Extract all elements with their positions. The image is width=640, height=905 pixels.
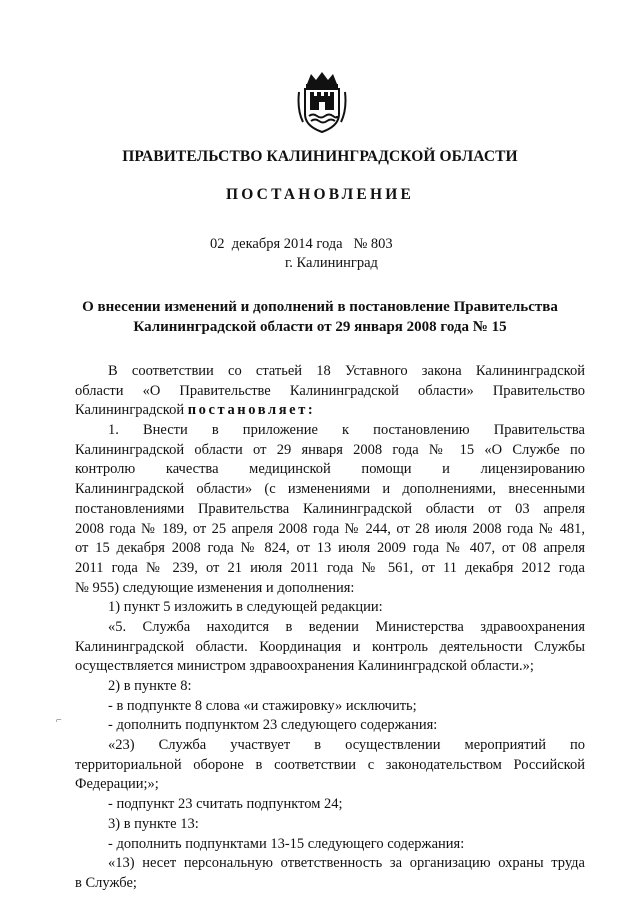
government-title: ПРАВИТЕЛЬСТВО КАЛИНИНГРАДСКОЙ ОБЛАСТИ <box>122 148 518 165</box>
body-line: «23) Служба участвует в осуществлении мероприятий по <box>108 737 585 754</box>
coat-of-arms-icon <box>297 70 347 134</box>
body-line: 2008 года № 189, от 25 апреля 2008 года № 244, от 28 июля 2008 года № 481, <box>75 520 585 537</box>
body-line: - в подпункте 8 слова «и стажировку» исключить; <box>108 697 417 714</box>
body-line: 3) в пункте 13: <box>108 815 199 832</box>
body-text: Калининградской <box>75 402 188 419</box>
body-line: Федерации;»; <box>75 776 159 793</box>
city: г. Калининград <box>285 255 378 271</box>
body-line: «5. Служба находится в ведении Министерства здравоохранения <box>108 618 585 635</box>
body-line: Калининградской области. Координация и контроль деятельности Службы <box>75 638 585 655</box>
resolution-body <box>75 362 585 894</box>
body-line: от 15 декабря 2008 года № 824, от 13 июля 2009 года № 407, от 08 апреля <box>75 540 585 557</box>
body-line: постановлениями Правительства Калининградской области от 03 апреля <box>75 500 585 517</box>
body-line: «13) несет персональную ответственность за организацию охраны труда <box>108 855 585 872</box>
body-line: контролю качества медицинской помощи и лицензированию <box>75 461 585 478</box>
body-line: осуществляется министром здравоохранения Калининградской области.»; <box>75 658 534 675</box>
body-line: 1) пункт 5 изложить в следующей редакции: <box>108 599 383 616</box>
body-line: территориальной обороне в соответствии с законодательством Российской <box>75 756 585 773</box>
subject-line: Калининградской области от 29 января 2008 года № 15 <box>133 319 507 335</box>
margin-mark: ⌐ <box>56 715 62 726</box>
date-and-number: 02 декабря 2014 года № 803 <box>210 236 393 252</box>
body-line: области «О Правительстве Калининградской области» Правительство <box>75 382 585 399</box>
body-line: 2011 года № 239, от 21 июля 2011 года № 561, от 11 декабря 2012 года <box>75 559 585 576</box>
body-line: в Службе; <box>75 874 137 891</box>
body-line: № 955) следующие изменения и дополнения: <box>75 579 355 596</box>
body-line: Калининградской области» (с изменениями и дополнениями, внесенными <box>75 481 585 498</box>
body-line: - дополнить подпунктом 23 следующего содержания: <box>108 717 438 734</box>
body-line: - дополнить подпунктами 13-15 следующего содержания: <box>108 835 465 852</box>
body-line: В соответствии со статьей 18 Уставного закона Калининградской <box>108 363 585 379</box>
decree-word: постановляет: <box>187 402 316 419</box>
body-line <box>75 401 585 421</box>
subject-line: О внесении изменений и дополнений в постановление Правительства <box>82 299 558 315</box>
body-line: 1. Внести в приложение к постановлению Правительства <box>108 422 585 439</box>
resolution-subject <box>60 297 580 337</box>
body-line: Калининградской области от 29 января 2008 года № 15 «О Службе по <box>75 441 585 458</box>
body-line: 2) в пункте 8: <box>108 678 192 694</box>
document-type: ПОСТАНОВЛЕНИЕ <box>225 186 415 203</box>
body-line: - подпункт 23 считать подпунктом 24; <box>108 796 343 813</box>
